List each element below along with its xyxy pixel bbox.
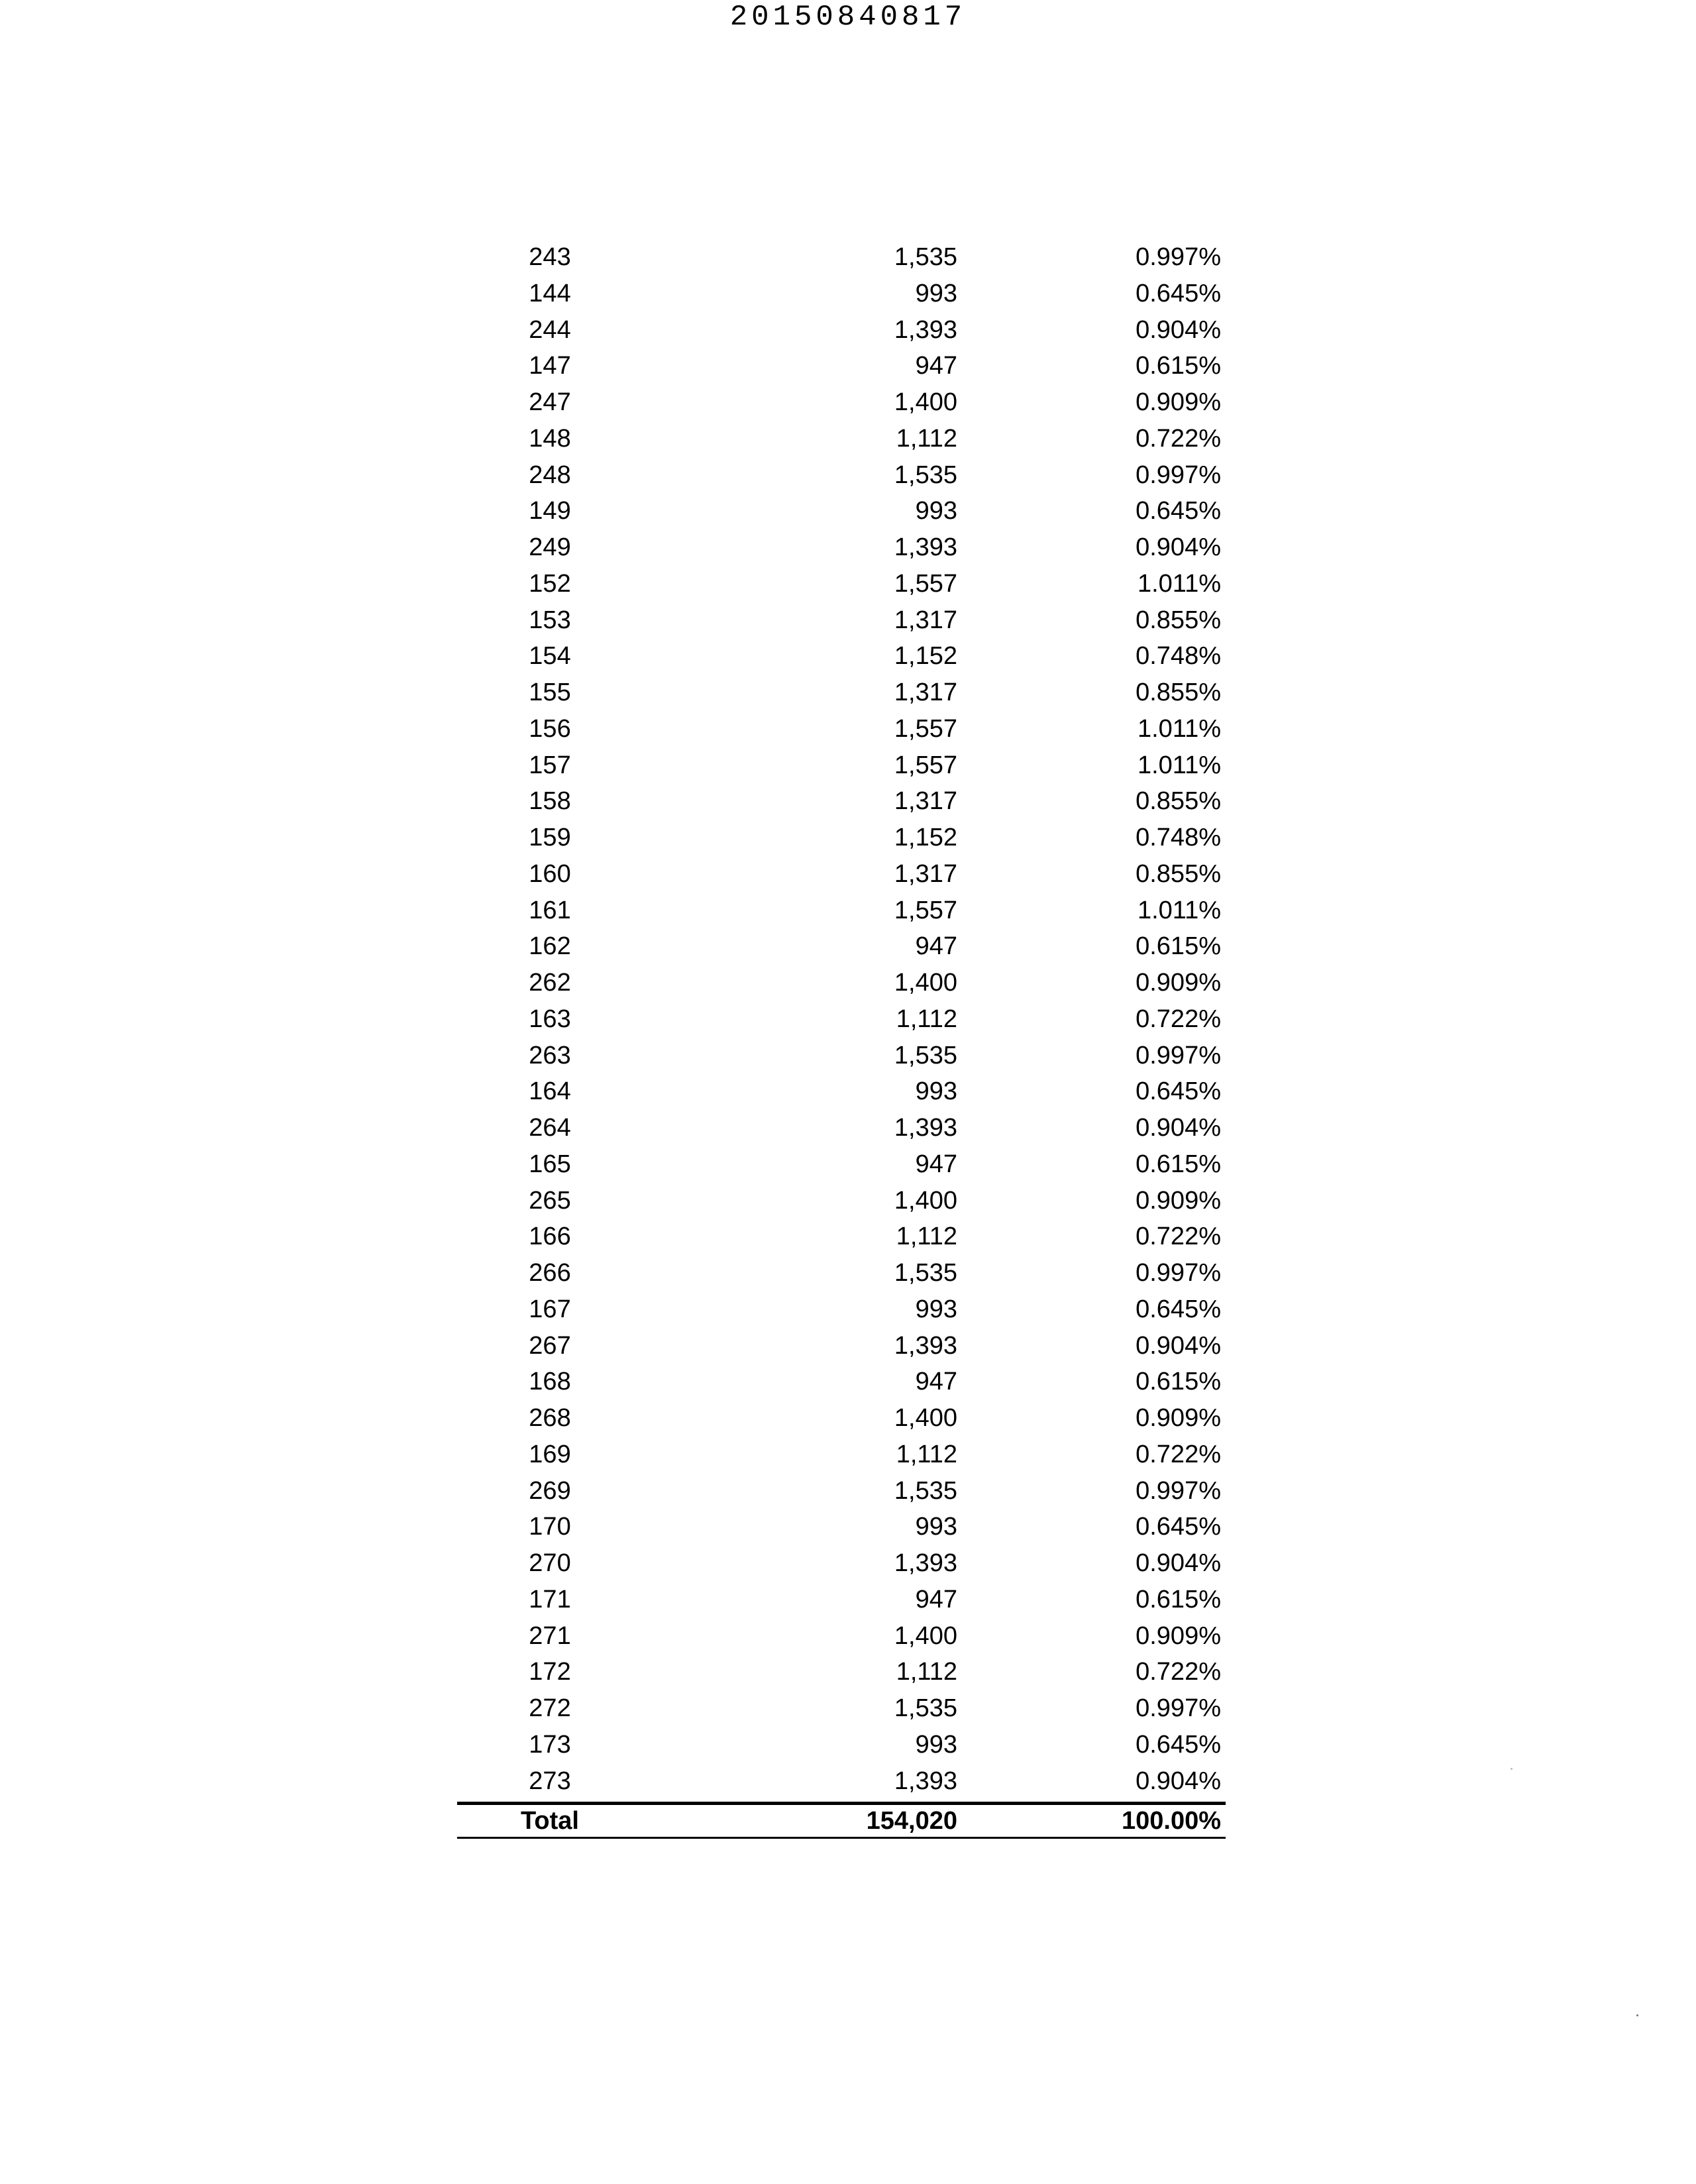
percent-cell: 0.615% <box>1136 352 1221 380</box>
sqft-cell: 1,535 <box>894 1041 957 1069</box>
sqft-cell: 1,535 <box>894 1476 957 1505</box>
percent-cell: 0.748% <box>1136 642 1221 671</box>
table-row <box>457 1038 1226 1074</box>
percent-cell: 1.011% <box>1137 751 1221 779</box>
unit-cell: 149 <box>529 497 571 525</box>
unit-cell: 266 <box>529 1259 571 1287</box>
percent-cell: 0.722% <box>1136 1005 1221 1033</box>
percent-cell: 0.645% <box>1136 1730 1221 1759</box>
sqft-cell: 1,112 <box>896 1658 957 1686</box>
sqft-cell: 1,393 <box>894 1331 957 1360</box>
percent-cell: 0.904% <box>1136 315 1221 344</box>
table-row <box>457 384 1226 421</box>
unit-cell: 161 <box>529 896 571 924</box>
table-row <box>457 602 1226 639</box>
sqft-cell: 1,535 <box>894 1694 957 1722</box>
sqft-cell: 947 <box>915 352 957 380</box>
table-row <box>457 783 1226 820</box>
unit-cell: 264 <box>529 1114 571 1142</box>
unit-cell: 152 <box>529 569 571 598</box>
unit-cell: 148 <box>529 424 571 453</box>
table-body <box>457 239 1226 1799</box>
sqft-cell: 993 <box>915 1513 957 1541</box>
table-row <box>457 1545 1226 1582</box>
unit-cell: 173 <box>529 1730 571 1759</box>
unit-cell: 165 <box>529 1150 571 1178</box>
sqft-cell: 1,535 <box>894 461 957 489</box>
table-row <box>457 638 1226 675</box>
percent-cell: 0.997% <box>1136 461 1221 489</box>
unit-cell: 166 <box>529 1223 571 1251</box>
allocation-table <box>457 239 1226 1839</box>
table-row <box>457 312 1226 349</box>
total-sqft: 154,020 <box>866 1807 957 1835</box>
percent-cell: 0.645% <box>1136 1295 1221 1323</box>
table-row <box>457 1328 1226 1364</box>
percent-cell: 0.615% <box>1136 1150 1221 1178</box>
table-row <box>457 747 1226 784</box>
table-row <box>457 1437 1226 1473</box>
total-row <box>457 1805 1226 1839</box>
table-row <box>457 457 1226 494</box>
unit-cell: 269 <box>529 1476 571 1505</box>
unit-cell: 248 <box>529 461 571 489</box>
percent-cell: 0.855% <box>1136 859 1221 888</box>
table-row <box>457 493 1226 529</box>
table-row <box>457 1400 1226 1437</box>
table-row <box>457 1618 1226 1655</box>
unit-cell: 170 <box>529 1513 571 1541</box>
sqft-cell: 993 <box>915 497 957 525</box>
percent-cell: 0.904% <box>1136 1767 1221 1795</box>
percent-cell: 0.722% <box>1136 424 1221 453</box>
table-row <box>457 1582 1226 1618</box>
table-row <box>457 276 1226 312</box>
sqft-cell: 1,112 <box>896 1223 957 1251</box>
table-row <box>457 1073 1226 1110</box>
sqft-cell: 1,400 <box>894 388 957 416</box>
table-row <box>457 1219 1226 1255</box>
table-row <box>457 1654 1226 1690</box>
sqft-cell: 1,112 <box>896 424 957 453</box>
table-row <box>457 1690 1226 1727</box>
scan-speck <box>1636 2014 1638 2016</box>
table-row <box>457 893 1226 929</box>
percent-cell: 0.722% <box>1136 1440 1221 1468</box>
table-row <box>457 1183 1226 1219</box>
percent-cell: 1.011% <box>1137 569 1221 598</box>
table-row <box>457 1001 1226 1038</box>
percent-cell: 0.855% <box>1136 606 1221 634</box>
table-row <box>457 348 1226 384</box>
unit-cell: 270 <box>529 1549 571 1577</box>
sqft-cell: 947 <box>915 932 957 961</box>
unit-cell: 160 <box>529 859 571 888</box>
percent-cell: 0.722% <box>1136 1658 1221 1686</box>
unit-cell: 273 <box>529 1767 571 1795</box>
percent-cell: 0.615% <box>1136 932 1221 961</box>
sqft-cell: 1,152 <box>894 824 957 851</box>
table-row <box>457 1509 1226 1545</box>
sqft-cell: 1,557 <box>894 751 957 779</box>
total-percent: 100.00% <box>1121 1807 1221 1835</box>
table-row <box>457 675 1226 711</box>
unit-cell: 144 <box>529 279 571 307</box>
sqft-cell: 1,400 <box>894 1404 957 1432</box>
unit-cell: 155 <box>529 679 571 706</box>
sqft-cell: 1,317 <box>894 859 957 888</box>
unit-cell: 156 <box>529 714 571 743</box>
table-row <box>457 1146 1226 1183</box>
sqft-cell: 1,317 <box>894 606 957 634</box>
percent-cell: 0.997% <box>1136 1476 1221 1505</box>
percent-cell: 0.909% <box>1136 1404 1221 1432</box>
sqft-cell: 1,152 <box>894 642 957 671</box>
sqft-cell: 1,112 <box>896 1440 957 1468</box>
sqft-cell: 1,317 <box>894 679 957 706</box>
percent-cell: 0.997% <box>1136 243 1221 271</box>
unit-cell: 157 <box>529 751 571 779</box>
sqft-cell: 1,393 <box>894 1549 957 1577</box>
sqft-cell: 947 <box>915 1585 957 1613</box>
unit-cell: 244 <box>529 315 571 344</box>
sqft-cell: 1,393 <box>894 1767 957 1795</box>
percent-cell: 0.904% <box>1136 533 1221 561</box>
percent-cell: 0.909% <box>1136 969 1221 997</box>
document-number: 20150840817 <box>729 1 967 34</box>
unit-cell: 265 <box>529 1186 571 1215</box>
percent-cell: 0.615% <box>1136 1368 1221 1396</box>
percent-cell: 0.855% <box>1136 679 1221 706</box>
total-label: Total <box>521 1807 579 1835</box>
sqft-cell: 1,557 <box>894 714 957 743</box>
percent-cell: 0.748% <box>1136 824 1221 851</box>
unit-cell: 249 <box>529 533 571 561</box>
unit-cell: 154 <box>529 642 571 671</box>
sqft-cell: 1,393 <box>894 315 957 344</box>
unit-cell: 159 <box>529 824 571 851</box>
scan-speck <box>1510 1768 1512 1770</box>
sqft-cell: 1,400 <box>894 1186 957 1215</box>
table-row <box>457 1110 1226 1146</box>
table-row <box>457 1255 1226 1291</box>
percent-cell: 0.722% <box>1136 1223 1221 1251</box>
sqft-cell: 1,400 <box>894 969 957 997</box>
unit-cell: 153 <box>529 606 571 634</box>
percent-cell: 1.011% <box>1137 714 1221 743</box>
unit-cell: 263 <box>529 1041 571 1069</box>
percent-cell: 0.997% <box>1136 1259 1221 1287</box>
table-row <box>457 421 1226 457</box>
table-row <box>457 1763 1226 1800</box>
sqft-cell: 1,393 <box>894 533 957 561</box>
percent-cell: 0.904% <box>1136 1331 1221 1360</box>
percent-cell: 0.997% <box>1136 1041 1221 1069</box>
sqft-cell: 1,400 <box>894 1621 957 1650</box>
table-row <box>457 1727 1226 1763</box>
sqft-cell: 993 <box>915 1077 957 1106</box>
table-row <box>457 1364 1226 1400</box>
unit-cell: 158 <box>529 787 571 816</box>
unit-cell: 147 <box>529 352 571 380</box>
sqft-cell: 947 <box>915 1368 957 1396</box>
unit-cell: 271 <box>529 1621 571 1650</box>
percent-cell: 0.909% <box>1136 1186 1221 1215</box>
unit-cell: 247 <box>529 388 571 416</box>
percent-cell: 0.904% <box>1136 1549 1221 1577</box>
table-row <box>457 711 1226 747</box>
percent-cell: 0.909% <box>1136 1621 1221 1650</box>
unit-cell: 268 <box>529 1404 571 1432</box>
percent-cell: 0.909% <box>1136 388 1221 416</box>
percent-cell: 0.615% <box>1136 1585 1221 1613</box>
unit-cell: 162 <box>529 932 571 961</box>
sqft-cell: 1,557 <box>894 569 957 598</box>
table-row <box>457 1473 1226 1509</box>
sqft-cell: 1,317 <box>894 787 957 816</box>
table-row <box>457 928 1226 965</box>
unit-cell: 243 <box>529 243 571 271</box>
unit-cell: 167 <box>529 1295 571 1323</box>
unit-cell: 267 <box>529 1331 571 1360</box>
percent-cell: 0.997% <box>1136 1694 1221 1722</box>
unit-cell: 163 <box>529 1005 571 1033</box>
table-row <box>457 239 1226 276</box>
sqft-cell: 947 <box>915 1150 957 1178</box>
percent-cell: 0.645% <box>1136 1513 1221 1541</box>
percent-cell: 0.645% <box>1136 497 1221 525</box>
unit-cell: 172 <box>529 1658 571 1686</box>
table-row <box>457 566 1226 602</box>
sqft-cell: 1,393 <box>894 1114 957 1142</box>
sqft-cell: 993 <box>915 279 957 307</box>
percent-cell: 0.645% <box>1136 1077 1221 1106</box>
percent-cell: 0.645% <box>1136 279 1221 307</box>
unit-cell: 171 <box>529 1585 571 1613</box>
sqft-cell: 1,112 <box>896 1005 957 1033</box>
table-row <box>457 965 1226 1001</box>
unit-cell: 168 <box>529 1368 571 1396</box>
sqft-cell: 993 <box>915 1295 957 1323</box>
unit-cell: 164 <box>529 1077 571 1106</box>
sqft-cell: 1,535 <box>894 243 957 271</box>
sqft-cell: 993 <box>915 1730 957 1759</box>
percent-cell: 1.011% <box>1137 896 1221 924</box>
table-row <box>457 820 1226 856</box>
table-row <box>457 1291 1226 1328</box>
unit-cell: 262 <box>529 969 571 997</box>
unit-cell: 272 <box>529 1694 571 1722</box>
percent-cell: 0.904% <box>1136 1114 1221 1142</box>
percent-cell: 0.855% <box>1136 787 1221 816</box>
table-row <box>457 529 1226 566</box>
sqft-cell: 1,557 <box>894 896 957 924</box>
unit-cell: 169 <box>529 1440 571 1468</box>
sqft-cell: 1,535 <box>894 1259 957 1287</box>
table-row <box>457 856 1226 893</box>
